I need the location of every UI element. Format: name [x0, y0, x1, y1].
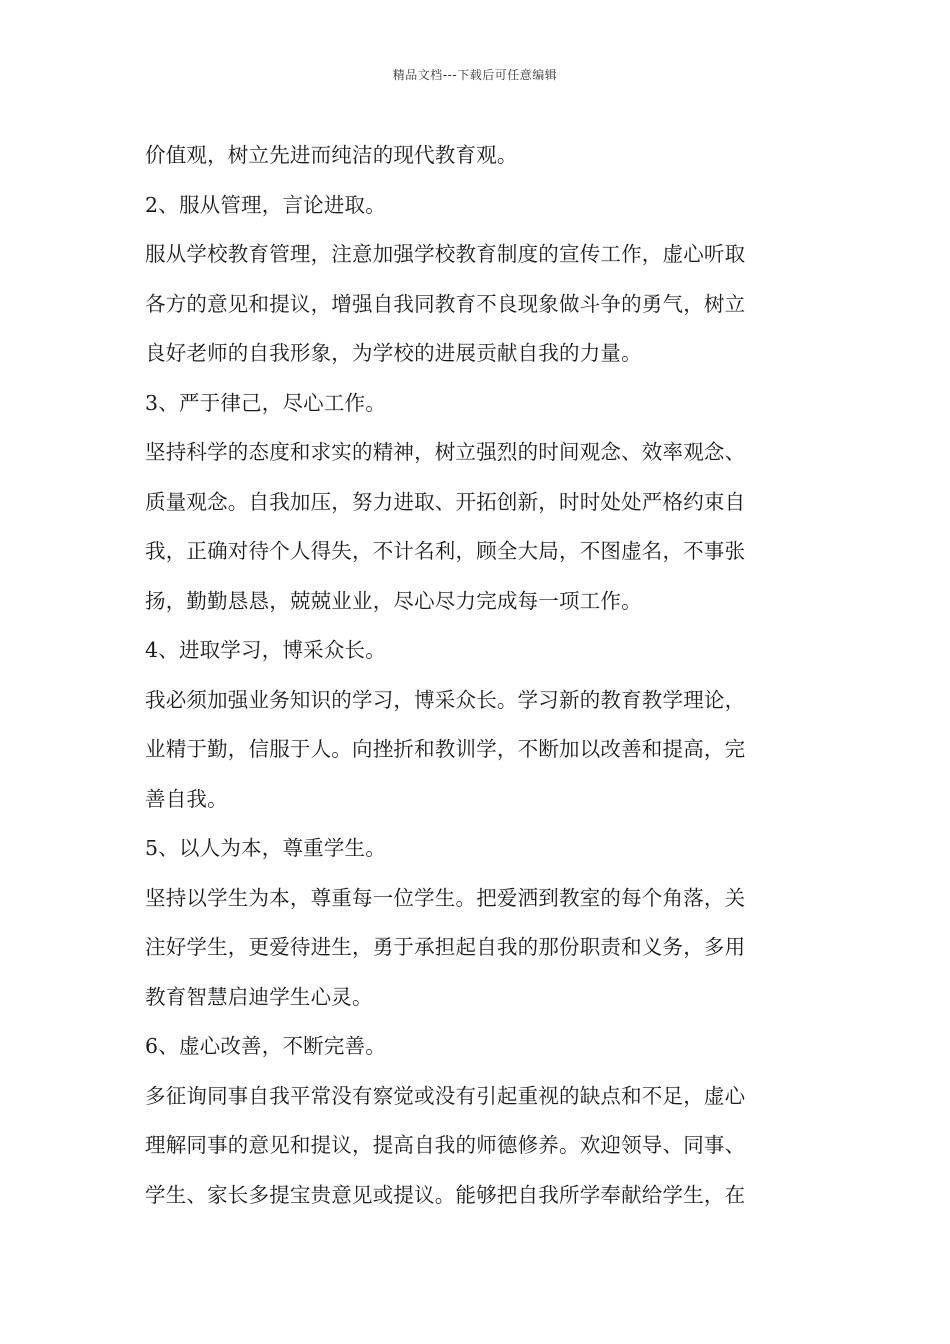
text-line: 质量观念。自我加压，努力进取、开拓创新，时时处处严格约束自 [145, 489, 746, 514]
text-line: 善自我。 [145, 786, 228, 811]
body-text [145, 131, 807, 1220]
section-heading: 5、以人为本，尊重学生。 [145, 836, 386, 860]
text-line: 服从学校教育管理，注意加强学校教育制度的宣传工作，虚心听取 [145, 242, 746, 266]
text-line: 良好老师的自我形象，为学校的进展贡献自我的力量。 [145, 341, 642, 365]
section-heading: 6、虚心改善，不断完善。 [145, 1034, 386, 1058]
text-line: 注好学生，更爱待进生，勇于承担起自我的那份职责和义务，多用 [145, 935, 746, 959]
section-heading: 4、进取学习，博采众长。 [145, 638, 386, 662]
text-line: 坚持以学生为本，尊重每一位学生。把爱洒到教室的每个角落，关 [145, 885, 746, 910]
section-heading: 3、严于律己，尽心工作。 [145, 390, 386, 415]
text-line: 多征询同事自我平常没有察觉或没有引起重视的缺点和不足，虚心 [145, 1083, 746, 1108]
text-line: 业精于勤，信服于人。向挫折和教训学，不断加以改善和提高，完 [145, 737, 746, 761]
page-header: 精品文档---下载后可任意编辑 [392, 68, 558, 82]
text-line: 价值观，树立先进而纯洁的现代教育观。 [145, 143, 518, 167]
text-line: 教育智慧启迪学生心灵。 [145, 984, 373, 1009]
text-line: 我必须加强业务知识的学习，博采众长。学习新的教育教学理论， [145, 687, 746, 712]
text-line: 扬，勤勤恳恳，兢兢业业，尽心尽力完成每一项工作。 [145, 588, 642, 613]
text-line: 学生、家长多提宝贵意见或提议。能够把自我所学奉献给学生，在 [145, 1182, 746, 1207]
text-line: 各方的意见和提议，增强自我同教育不良现象做斗争的勇气，树立 [145, 291, 746, 316]
text-line: 理解同事的意见和提议，提高自我的师德修养。欢迎领导、同事、 [145, 1133, 746, 1157]
section-heading: 2、服从管理，言论进取。 [145, 192, 386, 217]
text-line: 我，正确对待个人得失，不计名利，顾全大局，不图虚名，不事张 [145, 539, 746, 563]
text-line: 坚持科学的态度和求实的精神，树立强烈的时间观念、效率观念、 [145, 440, 746, 464]
